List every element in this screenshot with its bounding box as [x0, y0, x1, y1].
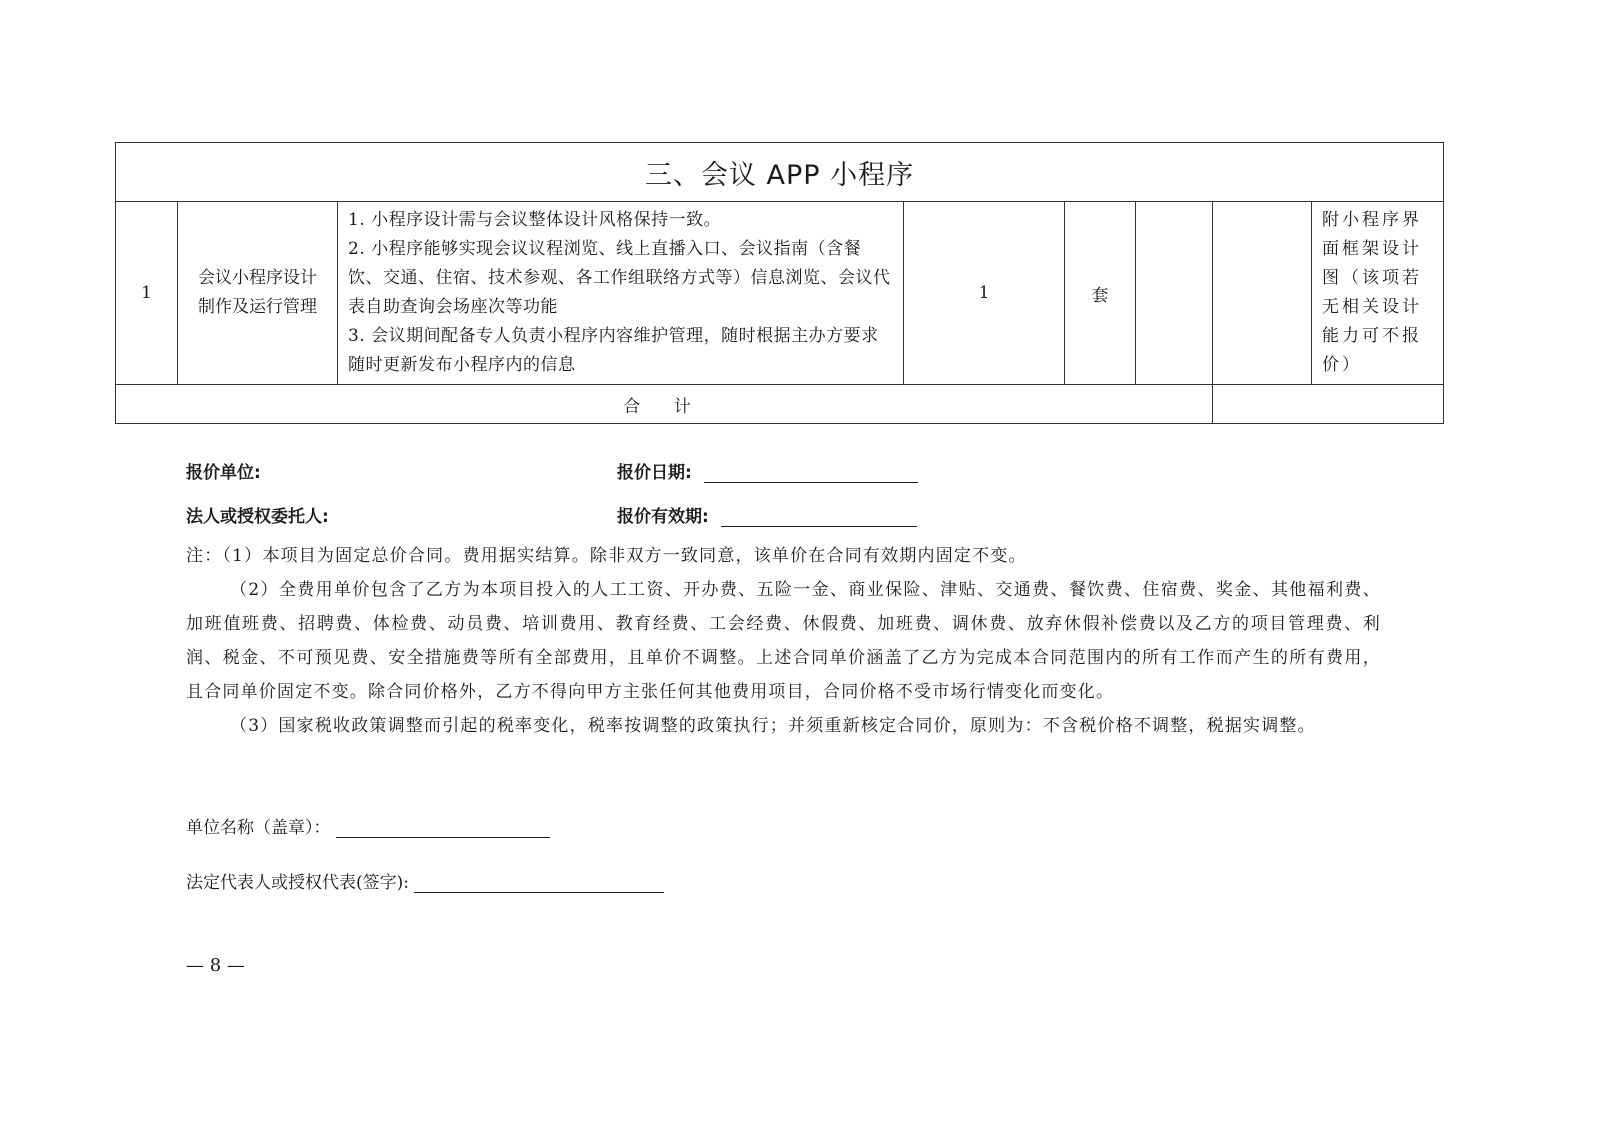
- quote-date-field: [617, 458, 918, 483]
- unit-name-input-line[interactable]: [336, 817, 550, 838]
- representative-input-line[interactable]: [414, 872, 664, 893]
- page-number: — 8 —: [186, 955, 245, 976]
- requirement-3: 3. 会议期间配备专人负责小程序内容维护管理，随时根据主办方要求随时更新发布小程序内的信息: [348, 326, 879, 375]
- representative-label: 法定代表人或授权代表(签字):: [186, 873, 409, 893]
- quote-unit-label: 报价单位:: [186, 463, 261, 483]
- total-row: [116, 385, 1444, 424]
- unit-name-label: 单位名称（盖章）：: [186, 818, 331, 838]
- item-name-line1: 会议小程序设计: [198, 268, 317, 288]
- row-index: 1: [116, 202, 178, 385]
- validity-input-line[interactable]: [721, 506, 917, 527]
- item-remark: 附小程序界面框架设计图（该项若无相关设计能力可不报价）: [1312, 202, 1444, 385]
- quote-date-label: 报价日期:: [617, 463, 692, 483]
- total-value[interactable]: [1213, 385, 1444, 424]
- item-requirements: [338, 202, 904, 385]
- note-1: 注：（1）本项目为固定总价合同。费用据实结算。除非双方一致同意，该单价在合同有效期内固定不变。: [186, 546, 1027, 566]
- requirement-1: 1. 小程序设计需与会议整体设计风格保持一致。: [348, 210, 722, 230]
- requirement-2: 2. 小程序能够实现会议议程浏览、线上直播入口、会议指南（含餐饮、交通、住宿、技术参观、各工作组联络方式等）信息浏览、会议代表自助查询会场座次等功能: [348, 239, 891, 317]
- representative-field: [186, 868, 664, 893]
- validity-label: 报价有效期:: [617, 507, 709, 527]
- item-name: [178, 202, 338, 385]
- legal-person-label: 法人或授权委托人:: [186, 507, 329, 527]
- table-row: [116, 202, 1444, 385]
- item-name-line2: 制作及运行管理: [198, 297, 317, 317]
- unit-name-field: [186, 813, 550, 838]
- section-title-row: [116, 143, 1444, 202]
- item-quantity: 1: [904, 202, 1065, 385]
- quotation-table: [115, 142, 1444, 424]
- section-title: 三、会议 APP 小程序: [116, 143, 1444, 202]
- quote-date-input-line[interactable]: [704, 462, 918, 483]
- total-label: 合 计: [116, 385, 1213, 424]
- note-2: （2）全费用单价包含了乙方为本项目投入的人工工资、开办费、五险一金、商业保险、津贴、交通费、餐饮费、住宿费、奖金、其他福利费、加班值班费、招聘费、体检费、动员费、培训费用、教育经费、工会经费、休假费、加班费、调休费、放弃休假补偿费以及乙方的项目管理费、利润、税金、不可预见费、安全措施费等所有全部费用，且单价不调整。上述合同单价涵盖了乙方为完成本合同范围内的所有工作而产生的所有费用，且合同单价固定不变。除合同价格外，乙方不得向甲方主张任何其他费用项目，合同价格不受市场行情变化而变化。: [186, 580, 1381, 702]
- item-unit-price[interactable]: [1136, 202, 1213, 385]
- item-unit: 套: [1065, 202, 1136, 385]
- validity-field: [617, 502, 917, 527]
- item-total-price[interactable]: [1213, 202, 1312, 385]
- note-3: （3）国家税收政策调整而引起的税率变化，税率按调整的政策执行；并须重新核定合同价，原则为：不含税价格不调整，税据实调整。: [230, 716, 1316, 736]
